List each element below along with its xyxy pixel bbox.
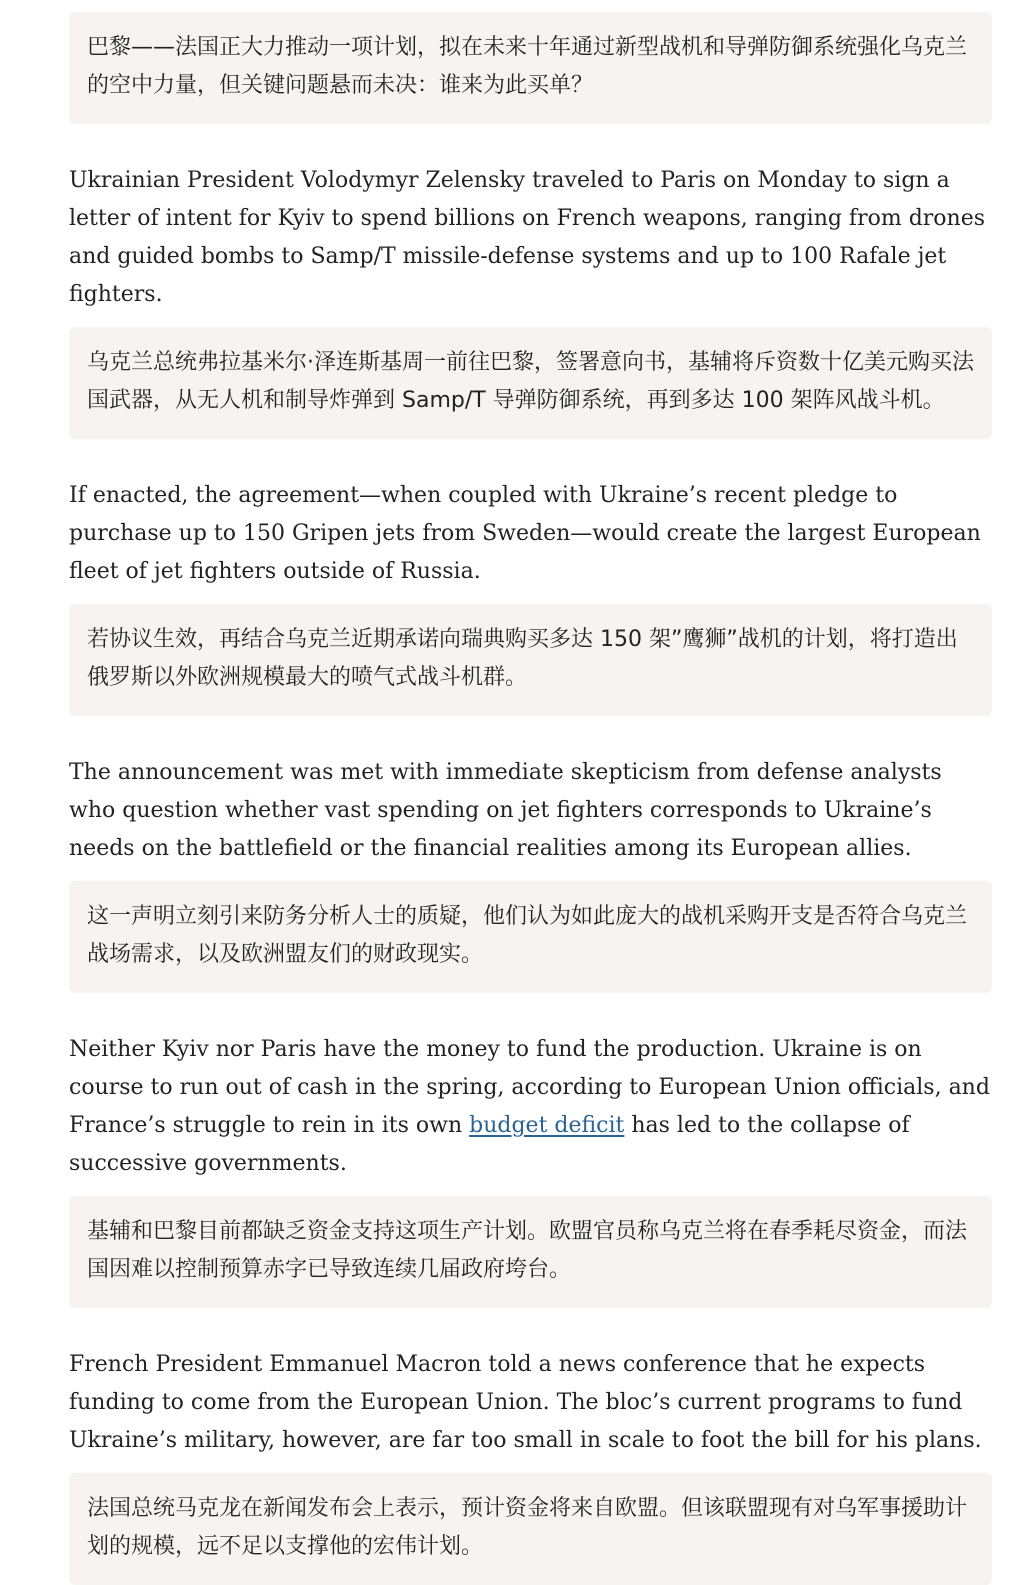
translation-box	[69, 1473, 992, 1585]
translation-box	[69, 881, 992, 993]
article-paragraph: French President Emmanuel Macron told a news conference that he expects funding to come from the European Union. The bloc’s current programs to fund Ukraine’s military, however, are far too small in scale to foot the bill for his plans.	[69, 1352, 982, 1453]
article-paragraph	[69, 1031, 992, 1183]
translation-box	[69, 12, 992, 124]
translation-text: 基辅和巴黎目前都缺乏资金支持这项生产计划。欧盟官员称乌克兰将在春季耗尽资金，而法国因难以控制预算赤字已导致连续几届政府垮台。	[87, 1219, 968, 1282]
translation-text: 乌克兰总统弗拉基米尔·泽连斯基周一前往巴黎，签署意向书，基辅将斥资数十亿美元购买法国武器，从无人机和制导炸弹到 Samp/T 导弹防御系统，再到多达 100 架阵风战斗机。	[87, 350, 974, 413]
article-body	[69, 12, 992, 1585]
translation-text: 法国总统马克龙在新闻发布会上表示，预计资金将来自欧盟。但该联盟现有对乌军事援助计划的规模，远不足以支撑他的宏伟计划。	[87, 1496, 968, 1559]
article-paragraph: The announcement was met with immediate skepticism from defense analysts who question whether vast spending on jet fighters corresponds to Ukraine’s needs on the battlefield or the financial realities among its European allies.	[69, 760, 942, 861]
translation-text: 巴黎——法国正大力推动一项计划，拟在未来十年通过新型战机和导弹防御系统强化乌克兰的空中力量，但关键问题悬而未决：谁来为此买单？	[87, 35, 968, 98]
article-paragraph: Ukrainian President Volodymyr Zelensky traveled to Paris on Monday to sign a letter of intent for Kyiv to spend billions on French weapons, ranging from drones and guided bombs to Samp/T missile-defense systems and up to 100 Rafale jet fighters.	[69, 168, 986, 307]
translation-box	[69, 327, 992, 439]
budget-deficit-link[interactable]: budget deficit	[469, 1113, 625, 1138]
translation-text: 若协议生效，再结合乌克兰近期承诺向瑞典购买多达 150 架”鹰狮”战机的计划，将打造出俄罗斯以外欧洲规模最大的喷气式战斗机群。	[87, 627, 958, 690]
paragraph-text-before-link: Neither Kyiv nor Paris have the money to fund the production. Ukraine is on course to run out of cash in the spring, according to European Union officials, and France’s struggle to rein in its own	[69, 1037, 990, 1138]
translation-box	[69, 1196, 992, 1308]
translation-text: 这一声明立刻引来防务分析人士的质疑，他们认为如此庞大的战机采购开支是否符合乌克兰战场需求，以及欧洲盟友们的财政现实。	[87, 904, 968, 967]
paragraph-text-after-link: has led to the collapse of successive governments.	[69, 1113, 910, 1176]
translation-box	[69, 604, 992, 716]
article-paragraph: If enacted, the agreement—when coupled with Ukraine’s recent pledge to purchase up to 150 Gripen jets from Sweden—would create the largest European fleet of jet fighters outside of Russia.	[69, 483, 981, 584]
